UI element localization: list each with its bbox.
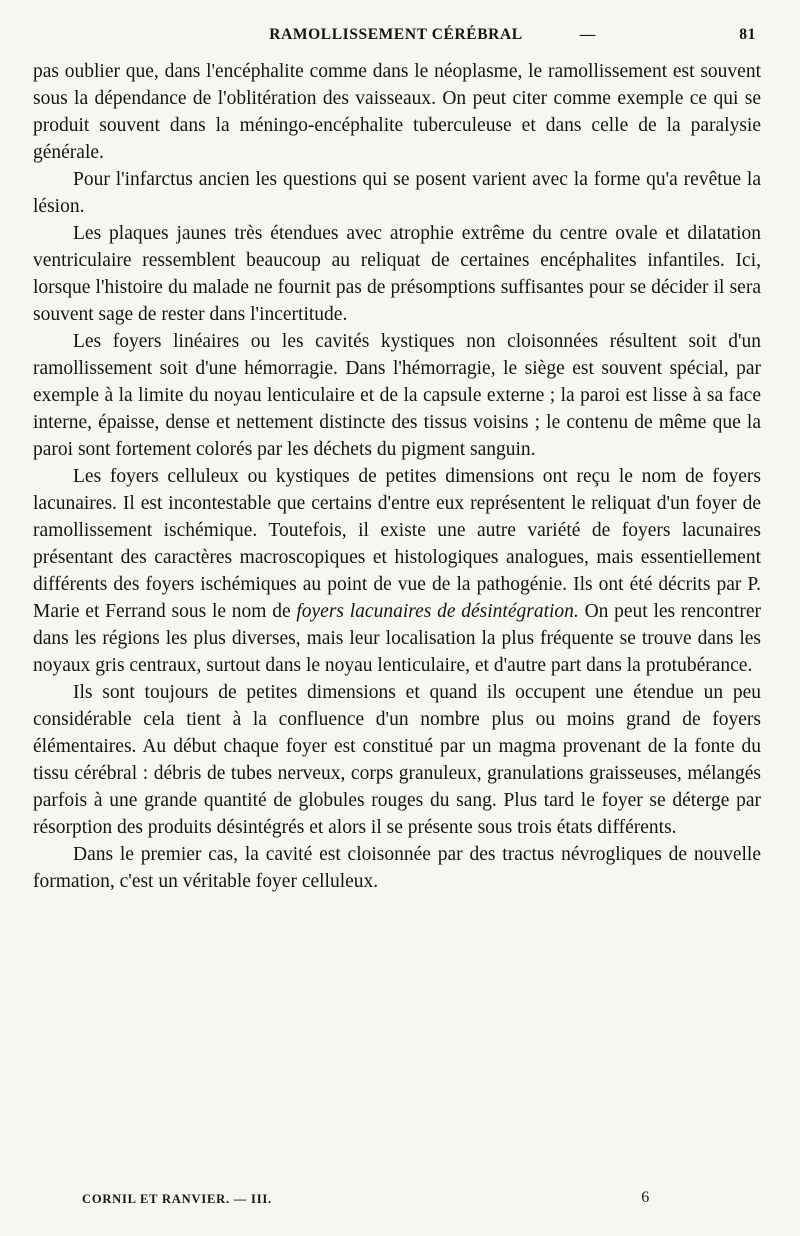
sheet-number: 6 — [641, 1189, 650, 1206]
body-text — [33, 58, 761, 895]
page-number: 81 — [739, 26, 756, 43]
paragraph-7: Dans le premier cas, la cavité est cloisonnée par des tractus névrogliques de nouvelle formation, c'est un véritable foyer celluleux. — [33, 844, 761, 892]
paragraph-3: Les plaques jaunes très étendues avec atrophie extrême du centre ovale et dilatation ventriculaire ressemblent beaucoup au reliquat de certaines encéphalites infantiles. Ici, lorsque l'histoire du malade ne fournit pas de présomptions suffisantes pour se décider il sera souvent sage de rester dans l'incertitude. — [33, 223, 761, 325]
running-title: RAMOLLISSEMENT CÉRÉBRAL — [269, 26, 523, 43]
page-footer — [82, 1189, 650, 1212]
paragraph-6: Ils sont toujours de petites dimensions et quand ils occupent une étendue un peu considérable cela tient à la confluence d'un nombre plus ou moins grand de foyers élémentaires. Au début chaque foyer est constitué par un magma provenant de la fonte du tissu cérébral : débris de tubes nerveux, corps granuleux, granulations graisseuses, mélangés parfois à une grande quantité de globules rouges du sang. Plus tard le foyer se déterge par résorption des produits désintégrés et alors il se présente sous trois états différents. — [33, 682, 761, 838]
italic-term: foyers lacunaires de désintégration. — [296, 601, 579, 622]
paragraph-4: Les foyers linéaires ou les cavités kystiques non cloisonnées résultent soit d'un ramollissement soit d'une hémorragie. Dans l'hémorragie, le siège est souvent spécial, par exemple à la limite du noyau lenticulaire et de la capsule externe ; la paroi est lisse à sa face interne, épaisse, dense et nettement distincte des tissus voisins ; le contenu de même que la paroi sont fortement colorés par les déchets du pigment sanguin. — [33, 331, 761, 460]
paragraph-1: pas oublier que, dans l'encéphalite comme dans le néoplasme, le ramollissement est souvent sous la dépendance de l'oblitération des vaisseaux. On peut citer comme exemple ce qui se produit souvent dans la méningo-encéphalite tuberculeuse et dans celle de la paralysie générale. — [33, 61, 761, 163]
footer-signature: CORNIL ET RANVIER. — III. — [82, 1192, 272, 1206]
running-header — [36, 26, 756, 50]
paragraph-5: Les foyers celluleux ou kystiques de petites dimensions ont reçu le nom de foyers lacunaires. Il est incontestable que certains d'entre eux représentent le reliquat d'un foyer de ramollissement ischémique. Toutefois, il existe une autre variété de foyers lacunaires présentant des caractères macroscopiques et histologiques analogues, mais essentiellement différents des foyers ischémiques au point de vue de la pathogénie. Ils ont été décrits par P. Marie et Ferrand sous le nom de foyers lacunaires de désintégration. On peut les rencontrer dans les régions les plus diverses, mais leur localisation la plus fréquente se trouve dans les noyaux gris centraux, surtout dans le noyau lenticulaire, et d'autre part dans la protubérance. — [33, 466, 761, 676]
header-dash: — — [579, 26, 596, 43]
paragraph-2: Pour l'infarctus ancien les questions qui se posent varient avec la forme qu'a revêtue la lésion. — [33, 169, 761, 217]
